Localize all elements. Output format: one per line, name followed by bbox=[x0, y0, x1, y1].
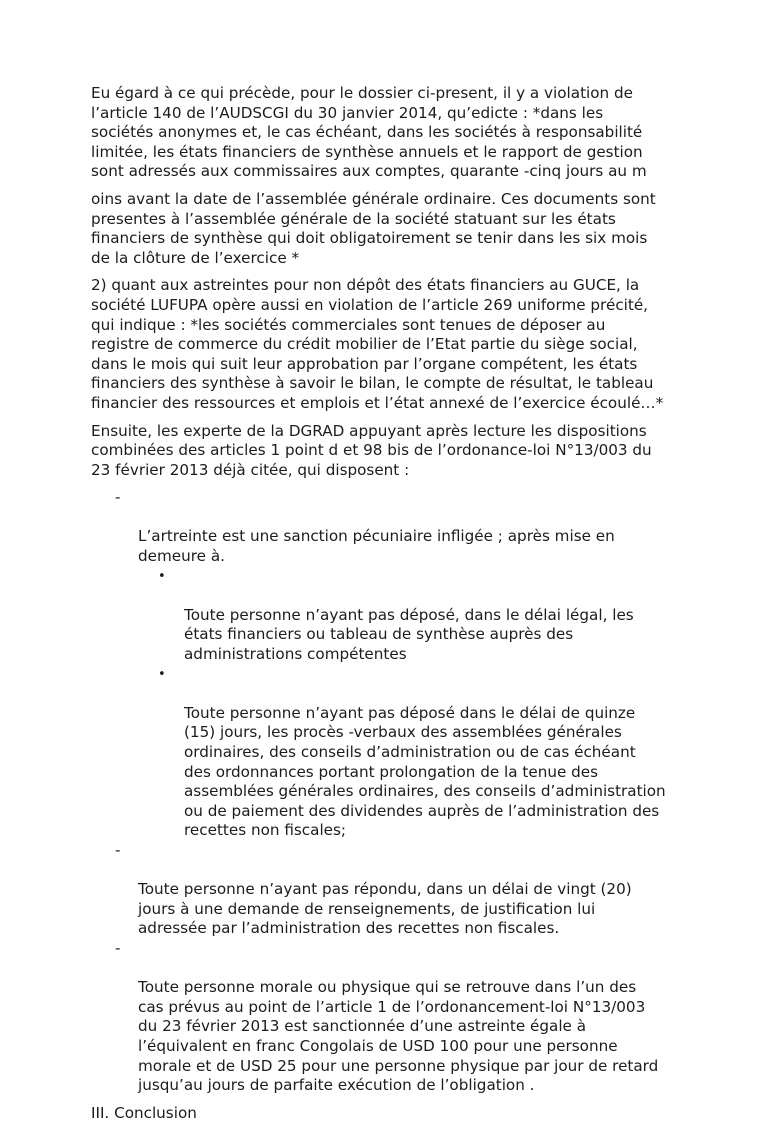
dash-marker: - bbox=[115, 840, 121, 859]
sublist-item bbox=[138, 665, 691, 841]
document-page bbox=[91, 84, 691, 1123]
bullet-marker: • bbox=[158, 666, 166, 682]
list-item-text: Toute personne morale ou physique qui se retrouve dans l’un des cas prévus au point de l’article 1 de l’ordonancement-loi N°13/003 du 23 février 2013 est sanctionnée d’une astreinte égale à l’équivalent en franc Congolais de USD 100 pour une personne morale et de USD 25 pour une personne physique par jour de retard jusqu’au jours de parfaite exécution de l’obligation . bbox=[138, 978, 659, 1095]
sublist-item bbox=[138, 567, 691, 665]
bullet-list bbox=[91, 567, 691, 841]
list-item-text: L’artreinte est une sanction pécuniaire infligée ; après mise en demeure à. bbox=[138, 527, 615, 566]
sublist-item-text: Toute personne n’ayant pas déposé dans le délai de quinze (15) jours, les procès -verbaux des assemblées générales ordinaires, des conseils d’administration ou de cas échéant des ordonnances portant prolongation de la tenue des assemblées générales ordinaires, des conseils d’administration ou de paiement des dividendes auprès de l’administration des recettes non fiscales; bbox=[184, 703, 666, 840]
dash-marker: - bbox=[115, 488, 121, 507]
sublist-item-text: Toute personne n’ayant pas déposé, dans le délai légal, les états financiers ou tableau de synthèse auprès des administrations compétentes bbox=[184, 605, 634, 664]
dash-marker: - bbox=[115, 938, 121, 957]
paragraph-astreintes: 2) quant aux astreintes pour non dépôt des états financiers au GUCE, la société LUFUPA opère aussi en violation de l’article 269 uniforme précité, qui indique : *les sociétés commerciales sont tenues de déposer au registre de commerce du crédit mobilier de l’Etat partie du siège social, dans le mois qui suit leur approbation par l’organe compétent, les états financiers des synthèse à savoir le bilan, le compte de résultat, le tableau financier des ressources et emplois et l’état annexé de l’exercice écoulé…* bbox=[91, 276, 664, 412]
section-heading-conclusion: III. Conclusion bbox=[91, 1103, 197, 1122]
list-item bbox=[91, 841, 691, 939]
dash-list bbox=[91, 488, 691, 1095]
paragraph-assemblee-generale: oins avant la date de l’assemblée générale ordinaire. Ces documents sont presentes à l’assemblée générale de la société statuant sur les états financiers de synthèse qui doit obligatoirement se tenir dans les six mois de la clôture de l’exercice * bbox=[91, 189, 656, 267]
bullet-marker: • bbox=[158, 568, 166, 584]
list-item bbox=[91, 939, 691, 1096]
list-item bbox=[91, 488, 691, 566]
paragraph-dgrad-experts: Ensuite, les experte de la DGRAD appuyant après lecture les dispositions combinées des articles 1 point d et 98 bis de l’ordonance-loi N°13/003 du 23 février 2013 déjà citée, qui disposent : bbox=[91, 421, 652, 479]
list-item-text: Toute personne n’ayant pas répondu, dans un délai de vingt (20) jours à une demande de renseignements, de justification lui adressée par l’administration des recettes non fiscales. bbox=[138, 880, 632, 938]
paragraph-article-140: Eu égard à ce qui précède, pour le dossier ci-present, il y a violation de l’article 140 de l’AUDSCGI du 30 janvier 2014, qu’edicte : *dans les sociétés anonymes et, le cas échéant, dans les sociétés à responsabilité limitée, les états financiers de synthèse annuels et le rapport de gestion sont adressés aux commissaires aux comptes, quarante -cinq jours au m bbox=[91, 84, 647, 181]
sublist-container bbox=[91, 567, 691, 841]
